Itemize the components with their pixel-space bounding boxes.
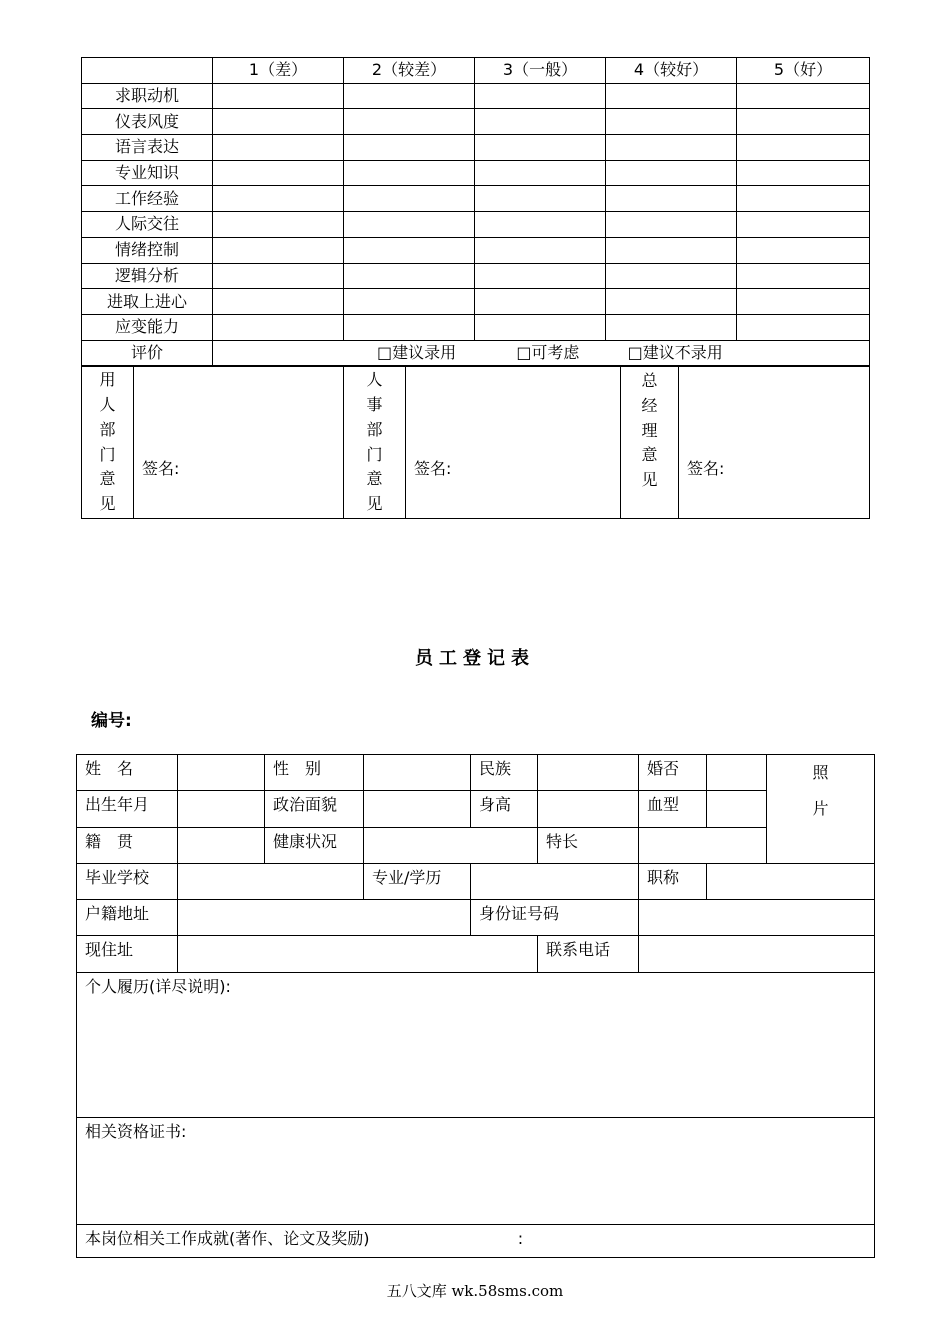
score-cell[interactable]: [737, 237, 870, 263]
opinion-table: [81, 366, 870, 519]
criteria-row: [82, 212, 870, 238]
score-cell[interactable]: [344, 83, 475, 109]
page-title: 员工登记表: [415, 648, 535, 669]
blood-field[interactable]: [707, 791, 767, 827]
job-title-field[interactable]: [707, 864, 875, 900]
header-cell: 4（较好）: [606, 58, 737, 84]
household-label: 户籍地址: [77, 900, 178, 936]
score-cell[interactable]: [606, 263, 737, 289]
birth-field[interactable]: [178, 791, 265, 827]
score-cell[interactable]: [344, 314, 475, 340]
major-field[interactable]: [471, 864, 639, 900]
score-cell[interactable]: [737, 109, 870, 135]
score-cell[interactable]: [344, 135, 475, 161]
score-cell[interactable]: [344, 109, 475, 135]
photo-box[interactable]: 照 片: [767, 755, 875, 864]
signature-label: 签名:: [142, 459, 180, 478]
score-cell[interactable]: [475, 263, 606, 289]
score-cell[interactable]: [213, 109, 344, 135]
achievements-field[interactable]: [77, 1224, 875, 1257]
score-cell[interactable]: [475, 186, 606, 212]
score-cell[interactable]: [213, 263, 344, 289]
criteria-label: 语言表达: [82, 135, 213, 161]
id-number-field[interactable]: [639, 900, 875, 936]
height-label: 身高: [471, 791, 538, 827]
score-cell[interactable]: [475, 109, 606, 135]
certificates-label: 相关资格证书:: [85, 1121, 187, 1141]
evaluation-table: [81, 57, 870, 366]
marital-label: 婚否: [639, 755, 707, 791]
score-cell[interactable]: [344, 160, 475, 186]
specialty-field[interactable]: [639, 827, 767, 863]
criteria-label: 专业知识: [82, 160, 213, 186]
score-cell[interactable]: [475, 160, 606, 186]
serial-label: 编号:: [91, 711, 132, 731]
height-field[interactable]: [538, 791, 639, 827]
score-cell[interactable]: [737, 160, 870, 186]
phone-field[interactable]: [639, 936, 875, 972]
header-cell: 5（好）: [737, 58, 870, 84]
signature-label: 签名:: [414, 459, 452, 478]
header-cell: 1（差）: [213, 58, 344, 84]
political-field[interactable]: [364, 791, 471, 827]
criteria-label: 仪表风度: [82, 109, 213, 135]
criteria-row: [82, 237, 870, 263]
gm-signature-cell[interactable]: [679, 367, 870, 519]
score-cell[interactable]: [475, 237, 606, 263]
score-cell[interactable]: [344, 212, 475, 238]
score-cell[interactable]: [213, 237, 344, 263]
option-hire[interactable]: □建议录用: [377, 342, 457, 362]
score-cell[interactable]: [606, 314, 737, 340]
score-cell[interactable]: [213, 186, 344, 212]
score-cell[interactable]: [475, 289, 606, 315]
criteria-row: [82, 289, 870, 315]
criteria-label: 进取上进心: [82, 289, 213, 315]
hr-opinion-label: 人 事 部 门 意 见: [344, 367, 406, 519]
criteria-label: 情绪控制: [82, 237, 213, 263]
ethnicity-field[interactable]: [538, 755, 639, 791]
header-cell: 2（较差）: [344, 58, 475, 84]
header-cell: 3（一般）: [475, 58, 606, 84]
watermark-footer: 五八文库 wk.58sms.com: [386, 1282, 564, 1300]
score-cell[interactable]: [606, 289, 737, 315]
score-cell[interactable]: [213, 135, 344, 161]
header-cell: [82, 58, 213, 84]
score-cell[interactable]: [737, 186, 870, 212]
id-number-label: 身份证号码: [471, 900, 639, 936]
score-cell[interactable]: [737, 212, 870, 238]
score-cell[interactable]: [475, 212, 606, 238]
criteria-row: [82, 314, 870, 340]
criteria-row: [82, 135, 870, 161]
phone-label: 联系电话: [538, 936, 639, 972]
criteria-label: 工作经验: [82, 186, 213, 212]
native-label: 籍 贯: [77, 827, 178, 863]
criteria-row: [82, 160, 870, 186]
criteria-label: 应变能力: [82, 314, 213, 340]
name-label: 姓 名: [77, 755, 178, 791]
criteria-row: [82, 83, 870, 109]
option-reject[interactable]: □建议不录用: [627, 342, 723, 362]
score-cell[interactable]: [606, 212, 737, 238]
birth-label: 出生年月: [77, 791, 178, 827]
score-cell[interactable]: [606, 109, 737, 135]
rating-label: 评价: [82, 340, 213, 366]
score-cell[interactable]: [475, 314, 606, 340]
criteria-body: [82, 83, 870, 340]
specialty-label: 特长: [538, 827, 639, 863]
evaluation-header-row: [82, 58, 870, 84]
dept-opinion-label: 用 人 部 门 意 见: [82, 367, 134, 519]
score-cell[interactable]: [606, 186, 737, 212]
ethnicity-label: 民族: [471, 755, 538, 791]
gm-opinion-label: 总 经 理 意 见: [621, 367, 679, 519]
resume-field[interactable]: [77, 972, 875, 1117]
criteria-label: 求职动机: [82, 83, 213, 109]
political-label: 政治面貌: [265, 791, 364, 827]
score-cell[interactable]: [737, 83, 870, 109]
criteria-row: [82, 263, 870, 289]
hr-signature-cell[interactable]: [406, 367, 621, 519]
gender-label: 性 别: [265, 755, 364, 791]
option-consider[interactable]: □可考虑: [516, 342, 580, 362]
address-field[interactable]: [178, 936, 538, 972]
score-cell[interactable]: [606, 83, 737, 109]
score-cell[interactable]: [213, 83, 344, 109]
score-cell[interactable]: [475, 135, 606, 161]
achievements-label: 本岗位相关工作成就(著作、论文及奖励): [85, 1228, 370, 1248]
rating-options: [213, 340, 870, 366]
resume-label: 个人履历(详尽说明):: [85, 976, 231, 996]
address-label: 现住址: [77, 936, 178, 972]
score-cell[interactable]: [344, 263, 475, 289]
criteria-row: [82, 186, 870, 212]
signature-label: 签名:: [687, 459, 725, 478]
score-cell[interactable]: [606, 237, 737, 263]
score-cell[interactable]: [213, 314, 344, 340]
blood-label: 血型: [639, 791, 707, 827]
score-cell[interactable]: [606, 135, 737, 161]
achievements-colon: :: [517, 1228, 524, 1248]
score-cell[interactable]: [213, 212, 344, 238]
gender-field[interactable]: [364, 755, 471, 791]
dept-signature-cell[interactable]: [134, 367, 344, 519]
score-cell[interactable]: [737, 289, 870, 315]
household-field[interactable]: [178, 900, 471, 936]
score-cell[interactable]: [606, 160, 737, 186]
registration-table: [76, 754, 875, 1258]
major-label: 专业/学历: [364, 864, 471, 900]
marital-field[interactable]: [707, 755, 767, 791]
rating-row: [82, 340, 870, 366]
native-field[interactable]: [178, 827, 265, 863]
criteria-row: [82, 109, 870, 135]
score-cell[interactable]: [344, 186, 475, 212]
job-title-label: 职称: [639, 864, 707, 900]
health-field[interactable]: [364, 827, 538, 863]
criteria-label: 人际交往: [82, 212, 213, 238]
score-cell[interactable]: [344, 289, 475, 315]
name-field[interactable]: [178, 755, 265, 791]
score-cell[interactable]: [213, 289, 344, 315]
certificates-field[interactable]: [77, 1117, 875, 1224]
health-label: 健康状况: [265, 827, 364, 863]
score-cell[interactable]: [475, 83, 606, 109]
score-cell[interactable]: [737, 263, 870, 289]
school-field[interactable]: [178, 864, 364, 900]
school-label: 毕业学校: [77, 864, 178, 900]
score-cell[interactable]: [737, 314, 870, 340]
score-cell[interactable]: [737, 135, 870, 161]
score-cell[interactable]: [344, 237, 475, 263]
criteria-label: 逻辑分析: [82, 263, 213, 289]
score-cell[interactable]: [213, 160, 344, 186]
